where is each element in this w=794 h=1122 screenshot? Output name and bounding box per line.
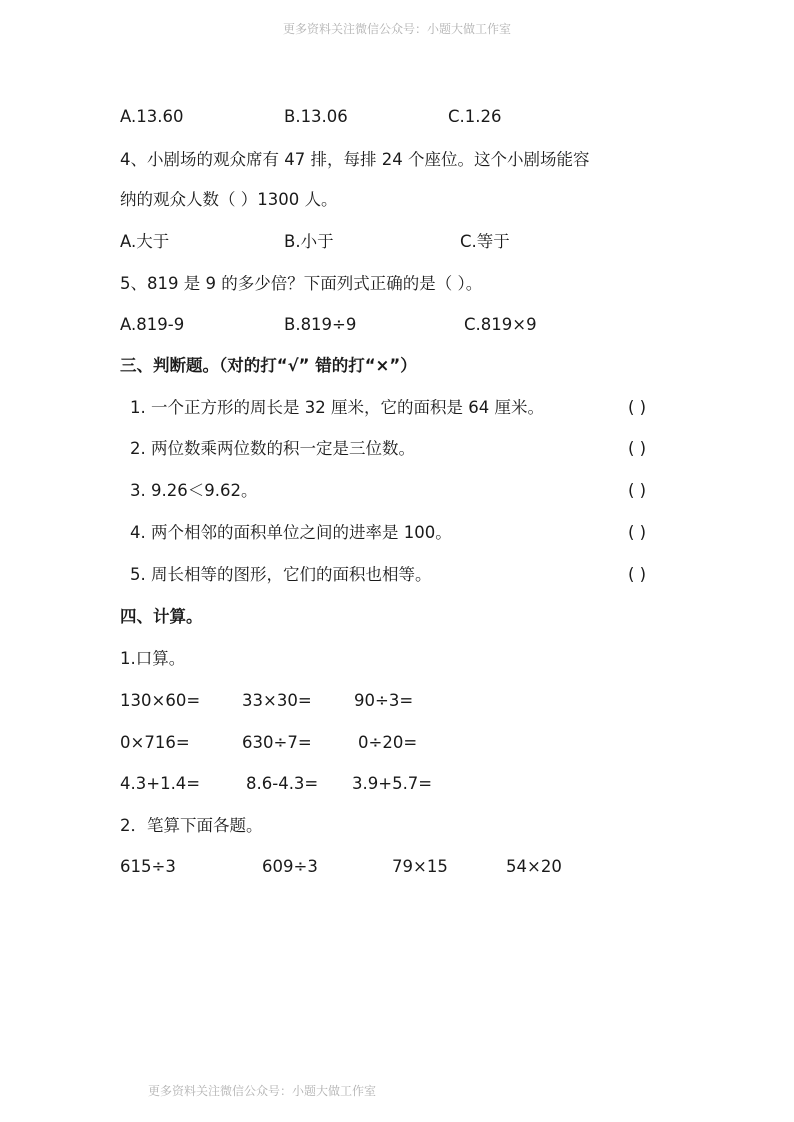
section3-title: 三、判断题。（对的打“√” 错的打“×”） <box>120 356 417 375</box>
oral-item: 4.3+1.4= <box>120 774 201 793</box>
written-item: 79×15 <box>392 857 448 876</box>
judge-item-1: 1. 一个正方形的周长是 32 厘米，它的面积是 64 厘米。 <box>130 398 544 417</box>
watermark-footer: 更多资料关注微信公众号：小题大做工作室 <box>148 1084 377 1098</box>
watermark-header: 更多资料关注微信公众号：小题大做工作室 <box>282 22 511 36</box>
oral-calc-heading: 1.口算。 <box>120 649 186 668</box>
oral-item: 90÷3= <box>354 691 414 710</box>
oral-item: 630÷7= <box>242 733 312 752</box>
judge-item-3: 3. 9.26＜9.62。 <box>130 481 258 500</box>
q5-option-b: B.819÷9 <box>284 315 357 334</box>
q3-option-c: C.1.26 <box>448 107 502 126</box>
section4-title: 四、计算。 <box>120 607 203 626</box>
judge-item-2: 2. 两位数乘两位数的积一定是三位数。 <box>130 439 415 458</box>
judge-paren-2: ( ) <box>628 439 647 458</box>
q4-line1: 4、小剧场的观众席有 47 排，每排 24 个座位。这个小剧场能容 <box>120 150 590 169</box>
oral-item: 130×60= <box>120 691 201 710</box>
q4-line2: 纳的观众人数（ ）1300 人。 <box>120 190 338 209</box>
written-item: 615÷3 <box>120 857 176 876</box>
judge-paren-1: ( ) <box>628 398 647 417</box>
oral-item: 0÷20= <box>358 733 418 752</box>
judge-item-5: 5. 周长相等的图形，它们的面积也相等。 <box>130 565 432 584</box>
judge-item-4: 4. 两个相邻的面积单位之间的进率是 100。 <box>130 523 452 542</box>
judge-paren-4: ( ) <box>628 523 647 542</box>
judge-paren-3: ( ) <box>628 481 647 500</box>
written-calc-heading: 2．笔算下面各题。 <box>120 816 263 835</box>
q4-option-c: C.等于 <box>460 232 510 251</box>
judge-paren-5: ( ) <box>628 565 647 584</box>
oral-item: 8.6-4.3= <box>246 774 319 793</box>
oral-item: 33×30= <box>242 691 312 710</box>
oral-item: 3.9+5.7= <box>352 774 433 793</box>
q5-option-a: A.819-9 <box>120 315 185 334</box>
q3-option-a: A.13.60 <box>120 107 184 126</box>
q5-option-c: C.819×9 <box>464 315 537 334</box>
oral-item: 0×716= <box>120 733 190 752</box>
q4-option-a: A.大于 <box>120 232 170 251</box>
q3-option-b: B.13.06 <box>284 107 348 126</box>
written-item: 609÷3 <box>262 857 318 876</box>
q5-text: 5、819 是 9 的多少倍？下面列式正确的是（ ）。 <box>120 274 483 293</box>
written-item: 54×20 <box>506 857 562 876</box>
q4-option-b: B.小于 <box>284 232 334 251</box>
